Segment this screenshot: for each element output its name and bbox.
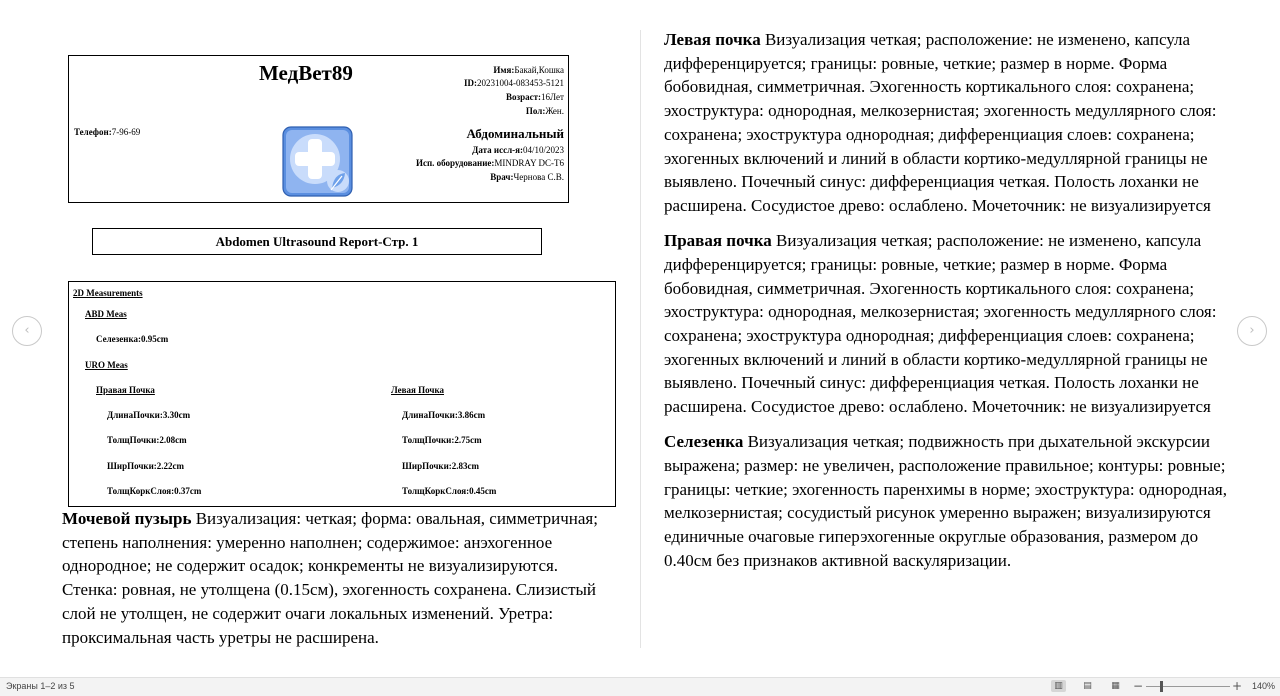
patient-sex: Пол:Жен. bbox=[525, 106, 564, 116]
left-kidney-length: ДлинаПочки:3.86cm bbox=[402, 410, 486, 420]
status-bar bbox=[0, 677, 1280, 696]
spleen-measurement: Селезенка:0.95cm bbox=[96, 334, 169, 344]
read-mode-button[interactable] bbox=[1051, 680, 1066, 692]
right-kidney-cortex: ТолщКоркСлоя:0.37cm bbox=[107, 486, 202, 496]
right-kidney-paragraph bbox=[664, 229, 1229, 419]
left-kidney-cortex: ТолщКоркСлоя:0.45cm bbox=[402, 486, 497, 496]
zoom-slider[interactable] bbox=[1146, 686, 1230, 687]
patient-id: ID:20231004-083453-5121 bbox=[464, 78, 564, 88]
web-layout-button[interactable] bbox=[1108, 680, 1123, 692]
abd-meas-title: ABD Meas bbox=[85, 309, 127, 319]
read-mode-icon: ▥ bbox=[1054, 681, 1063, 691]
left-kidney-title: Левая Почка bbox=[391, 385, 445, 395]
right-kidney-desc-text: Визуализация четкая; расположение: не изменено, капсула дифференцируется; границы: ровные, четкие; размер в норме. Форма бобовидная, симметричная. Эхогенность кортикального слоя: сохранена; эхоструктура: однородная, мелкозернистая; эхогенность медуллярного слоя: сохранена; эхоструктура однородная; дифференциация слоев: сохранена; эхогенных включений и линий в области кортико-медуллярной границы не выявлено. Почечный синус: дифференциация четкая. Полость лоханки не расширена. Сосудистое древо: ослаблено. Мочеточник: не визуализируется bbox=[664, 231, 1217, 417]
print-layout-icon: ▤ bbox=[1083, 681, 1092, 691]
patient-age: Возраст:16Лет bbox=[505, 92, 564, 102]
spleen-desc-text: Визуализация четкая; подвижность при дыхательной экскурсии выражена; размер: не увеличен, расположение правильное; контуры: ровные; границы: четкие; эхогенность паренхимы в норме; эхоструктура: однородная, мелкозернистая; сосудистый рисунок умеренно выражен; визуализируются единичные очаговые гиперэхогенные округлые образования, размером до 0.40см без признаков активной васкуляризации. bbox=[664, 432, 1227, 570]
next-page-button[interactable] bbox=[1237, 316, 1267, 346]
spleen-desc-title: Селезенка bbox=[664, 432, 744, 452]
page-right bbox=[641, 0, 1280, 678]
exam-date: Дата иссл-я:04/10/2023 bbox=[472, 145, 564, 155]
zoom-level[interactable]: 140% bbox=[1252, 681, 1276, 691]
measurements-box bbox=[68, 281, 616, 507]
right-kidney-title: Правая Почка bbox=[96, 385, 155, 395]
equipment: Исп. оборудование:MINDRAY DC-T6 bbox=[415, 158, 564, 168]
web-layout-icon: ▦ bbox=[1111, 681, 1120, 691]
right-kidney-desc-title: Правая почка bbox=[664, 231, 772, 251]
left-kidney-width: ШирПочки:2.83cm bbox=[402, 461, 480, 471]
page-left bbox=[0, 0, 640, 678]
chevron-right-icon: › bbox=[1249, 323, 1255, 338]
measurements-title: 2D Measurements bbox=[73, 288, 143, 298]
zoom-slider-thumb[interactable] bbox=[1160, 681, 1163, 692]
left-kidney-desc-title: Левая почка bbox=[664, 30, 761, 49]
page-counter: Экраны 1–2 из 5 bbox=[6, 681, 75, 691]
right-kidney-thickness: ТолщПочки:2.08cm bbox=[107, 435, 187, 445]
print-layout-button[interactable] bbox=[1080, 680, 1095, 692]
zoom-in-button[interactable]: + bbox=[1232, 679, 1243, 693]
zoom-out-button[interactable]: − bbox=[1133, 679, 1144, 693]
bladder-text: Визуализация: четкая; форма: овальная, симметричная; степень наполнения: умеренно наполнен; содержимое: анэхогенное однородное; не содержит осадок; конкременты не визуализируются. Стенка: ровная, не утолщена (0.15см), эхогенность сохранена. Слизистый слой не утолщен, не содержит очаги локальных изменений. Уретра: проксимальная часть уретры не расширена. bbox=[62, 509, 598, 647]
bladder-paragraph bbox=[62, 507, 612, 649]
doctor: Врач:Чернова С.В. bbox=[490, 172, 564, 182]
left-kidney-thickness: ТолщПочки:2.75cm bbox=[402, 435, 482, 445]
left-kidney-paragraph bbox=[664, 28, 1229, 218]
bladder-title: Мочевой пузырь bbox=[62, 509, 192, 528]
report-header bbox=[68, 55, 569, 203]
report-title: Abdomen Ultrasound Report-Стр. 1 bbox=[92, 228, 542, 255]
clinic-name: МедВет89 bbox=[259, 61, 353, 85]
right-kidney-length: ДлинаПочки:3.30cm bbox=[107, 410, 191, 420]
right-kidney-width: ШирПочки:2.22cm bbox=[107, 461, 185, 471]
phone-line: Телефон:7-96-69 bbox=[74, 127, 141, 137]
spleen-paragraph bbox=[664, 430, 1229, 572]
prev-page-button[interactable] bbox=[12, 316, 42, 346]
exam-type: Абдоминальный bbox=[466, 126, 564, 141]
chevron-left-icon: ‹ bbox=[24, 323, 30, 338]
uro-meas-title: URO Meas bbox=[85, 360, 128, 370]
clinic-logo bbox=[282, 126, 353, 197]
left-kidney-desc-text: Визуализация четкая; расположение: не изменено, капсула дифференцируется; границы: ровные, четкие; размер в норме. Форма бобовидная, симметричная. Эхогенность кортикального слоя: сохранена; эхоструктура: однородная, мелкозернистая; эхогенность медуллярного слоя: сохранена; эхоструктура однородная; дифференциация слоев: сохранена; эхогенных включений и линий в области кортико-медуллярной границы не выявлено. Почечный синус: дифференциация четкая. Полость лоханки не расширена. Сосудистое древо: ослаблено. Мочеточник: не визуализируется bbox=[664, 30, 1217, 215]
patient-name: Имя:Бакай,Кошка bbox=[493, 65, 564, 75]
